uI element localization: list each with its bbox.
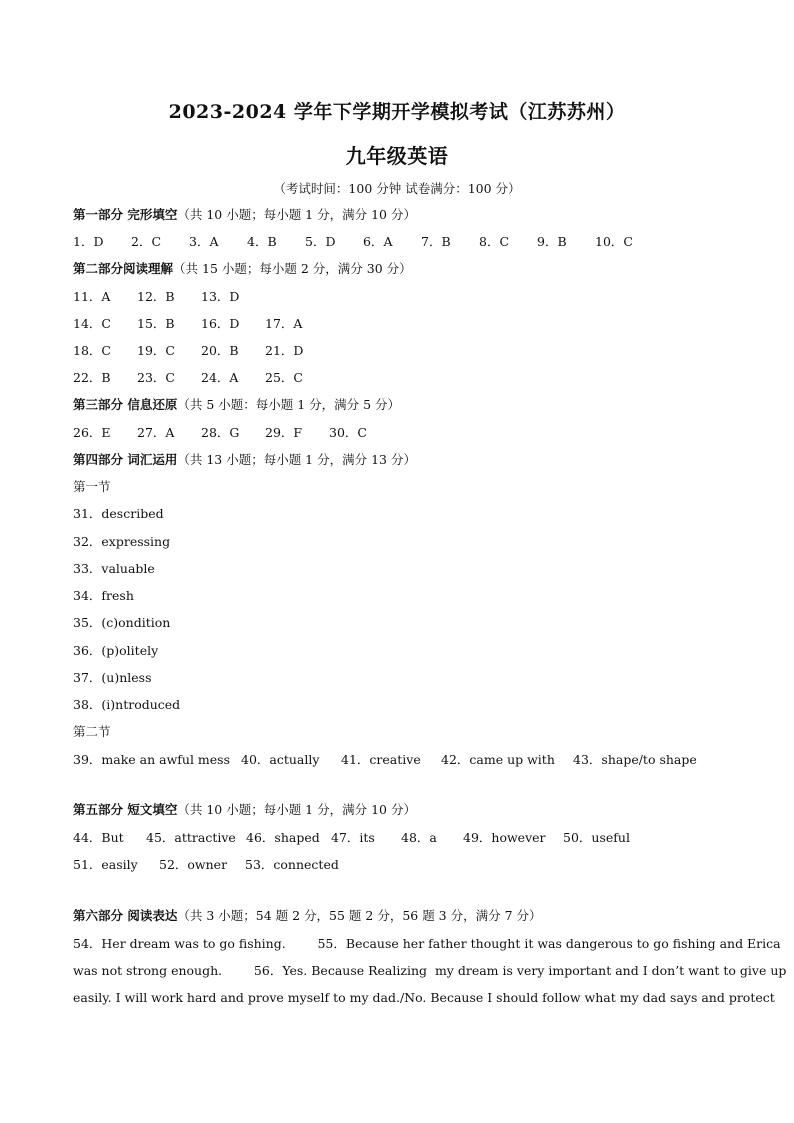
answer-item: 53．connected [245,857,339,872]
answer-item: 7．B [421,234,451,249]
part1-desc: （共 10 小题；每小题 1 分，满分 10 分） [177,207,416,222]
answer-item: 34．fresh [73,588,134,603]
answer-item: 35．(c)ondition [73,615,171,630]
part2-desc: （共 15 小题；每小题 2 分，满分 30 分） [173,261,412,276]
answer-item: 3．A [189,234,219,249]
answer-item: 50．useful [563,830,630,845]
answer-item: 2．C [131,234,162,249]
answer-item: 41．creative [341,752,421,767]
answer-item: 9．B [537,234,567,249]
part5-answers-row [73,830,630,846]
part5-heading: 第五部分 短文填空 [73,802,178,817]
part2-answers-row [73,316,329,332]
part5-desc: （共 10 小题；每小题 1 分，满分 10 分） [177,802,416,817]
part6-answer-line: 54．Her dream was to go fishing. 55．Because her father thought it was dangerous to go fishing and Erica [73,936,781,951]
answer-item: 45．attractive [146,830,236,845]
page-title: 2023-2024 学年下学期开学模拟考试（江苏苏州） [168,101,626,123]
answer-item: 19．C [137,343,175,358]
answer-item: 22．B [73,370,111,385]
answer-item: 15．B [137,316,175,331]
part4-section2-label: 第二节 [73,724,111,739]
exam-note: （考试时间：100 分钟 试卷满分：100 分） [273,181,521,196]
answer-item: 36．(p)olitely [73,643,159,658]
part4-heading-row [73,452,416,468]
answer-item: 48．a [401,830,437,845]
part2-heading: 第二部分阅读理解 [73,261,174,276]
answer-item: 12．B [137,289,175,304]
answer-item: 52．owner [159,857,228,872]
part6-heading: 第六部分 阅读表达 [73,908,178,923]
part5-answers-row [73,857,339,873]
answer-item: 47．its [331,830,375,845]
answer-item: 14．C [73,316,111,331]
part4-section1-label: 第一节 [73,479,111,494]
answer-item: 16．D [201,316,240,331]
part3-answers [73,425,367,441]
part1-heading: 第一部分 完形填空 [73,207,178,222]
answer-item: 11．A [73,289,111,304]
answer-item: 1．D [73,234,104,249]
part6-answer-line: easily. I will work hard and prove myself to my dad./No. Because I should follow what my dad says and protect [73,990,775,1005]
answer-item: 31．described [73,506,164,521]
answer-item: 30．C [329,425,367,440]
part4-heading: 第四部分 词汇运用 [73,452,178,467]
answer-item: 26．E [73,425,111,440]
part6-desc: （共 3 小题；54 题 2 分，55 题 2 分，56 题 3 分，满分 7 分） [177,908,542,923]
answer-item: 13．D [201,289,240,304]
answer-item: 6．A [363,234,393,249]
answer-item: 28．G [201,425,240,440]
part6-answer-line: was not strong enough. 56．Yes. Because Realizing my dream is very important and I don’t want to give up [73,963,787,978]
answer-item: 21．D [265,343,304,358]
answer-item: 46．shaped [246,830,320,845]
answer-item: 42．came up with [441,752,555,767]
answer-item: 43．shape/to shape [573,752,697,767]
answer-item: 39．make an awful mess [73,752,231,767]
answer-item: 40．actually [241,752,320,767]
answer-item: 17．A [265,316,303,331]
part4-section2-answers [73,752,697,768]
part3-heading: 第三部分 信息还原 [73,397,178,412]
answer-item: 25．C [265,370,303,385]
part2-answers-row [73,370,329,386]
part5-heading-row [73,802,416,818]
part2-heading-row [73,261,412,277]
answer-item: 29．F [265,425,303,440]
answer-item: 32．expressing [73,534,171,549]
part3-heading-row [73,397,400,413]
answer-item: 5．D [305,234,336,249]
answer-item: 38．(i)ntroduced [73,697,181,712]
answer-item: 18．C [73,343,111,358]
part3-desc: （共 5 小题：每小题 1 分，满分 5 分） [177,397,401,412]
answer-item: 51．easily [73,857,138,872]
page-subtitle: 九年级英语 [345,144,449,168]
answer-item: 23．C [137,370,175,385]
answer-item: 27．A [137,425,175,440]
answer-item: 4．B [247,234,277,249]
part1-answers [73,234,633,250]
answer-item: 10．C [595,234,633,249]
answer-item: 24．A [201,370,239,385]
part6-heading-row [73,908,542,924]
part2-answers-row [73,343,329,359]
answer-item: 33．valuable [73,561,155,576]
answer-item: 20．B [201,343,239,358]
part4-desc: （共 13 小题；每小题 1 分，满分 13 分） [177,452,416,467]
answer-item: 44．But [73,830,124,845]
part1-heading-row [73,207,416,223]
answer-item: 49．however [463,830,546,845]
answer-item: 8．C [479,234,510,249]
part2-answers-row [73,289,265,305]
answer-item: 37．(u)nless [73,670,152,685]
